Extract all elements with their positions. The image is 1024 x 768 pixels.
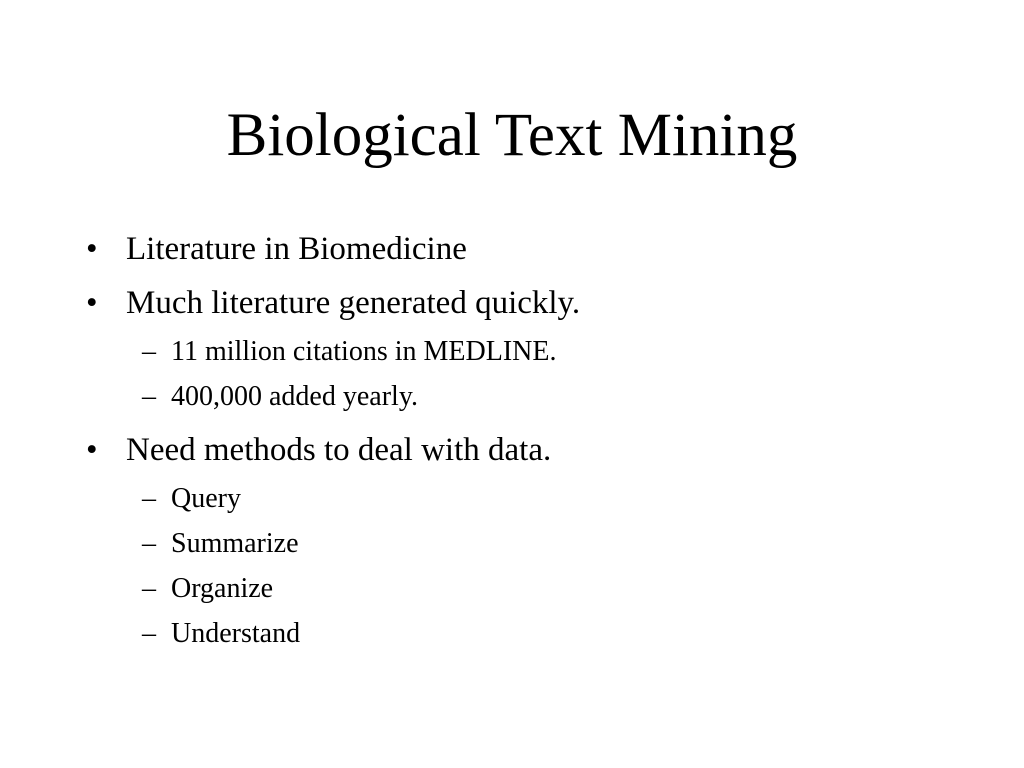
sub-bullet-text: Summarize [171, 528, 299, 559]
sub-bullet-text: Organize [171, 573, 274, 604]
bullet-item [86, 427, 580, 656]
dash-marker: – [142, 573, 156, 604]
dash-marker: – [142, 528, 156, 559]
sub-bullet-item [126, 566, 580, 611]
bullet-text: Literature in Biomedicine [126, 231, 467, 267]
bullet-marker: • [86, 231, 98, 267]
sub-bullet-item [126, 611, 580, 656]
sub-bullet-item [126, 374, 580, 419]
sub-bullet-item [126, 476, 580, 521]
bullet-item [86, 226, 580, 272]
sub-bullet-item [126, 329, 580, 374]
sub-bullet-item [126, 521, 580, 566]
bullet-marker: • [86, 432, 98, 468]
sub-bullet-list [126, 329, 580, 419]
bullet-item [86, 280, 580, 419]
dash-marker: – [142, 618, 156, 649]
bullet-marker: • [86, 285, 98, 321]
dash-marker: – [142, 483, 156, 514]
sub-bullet-text: Query [171, 483, 241, 514]
bullet-list [86, 226, 580, 664]
sub-bullet-text: Understand [171, 618, 301, 649]
slide-title: Biological Text Mining [226, 102, 798, 169]
sub-bullet-list [126, 476, 580, 656]
dash-marker: – [142, 336, 156, 367]
bullet-text: Much literature generated quickly. [126, 285, 581, 321]
sub-bullet-text: 11 million citations in MEDLINE. [171, 336, 557, 367]
bullet-text: Need methods to deal with data. [126, 432, 552, 468]
dash-marker: – [142, 381, 156, 412]
sub-bullet-text: 400,000 added yearly. [171, 381, 418, 412]
